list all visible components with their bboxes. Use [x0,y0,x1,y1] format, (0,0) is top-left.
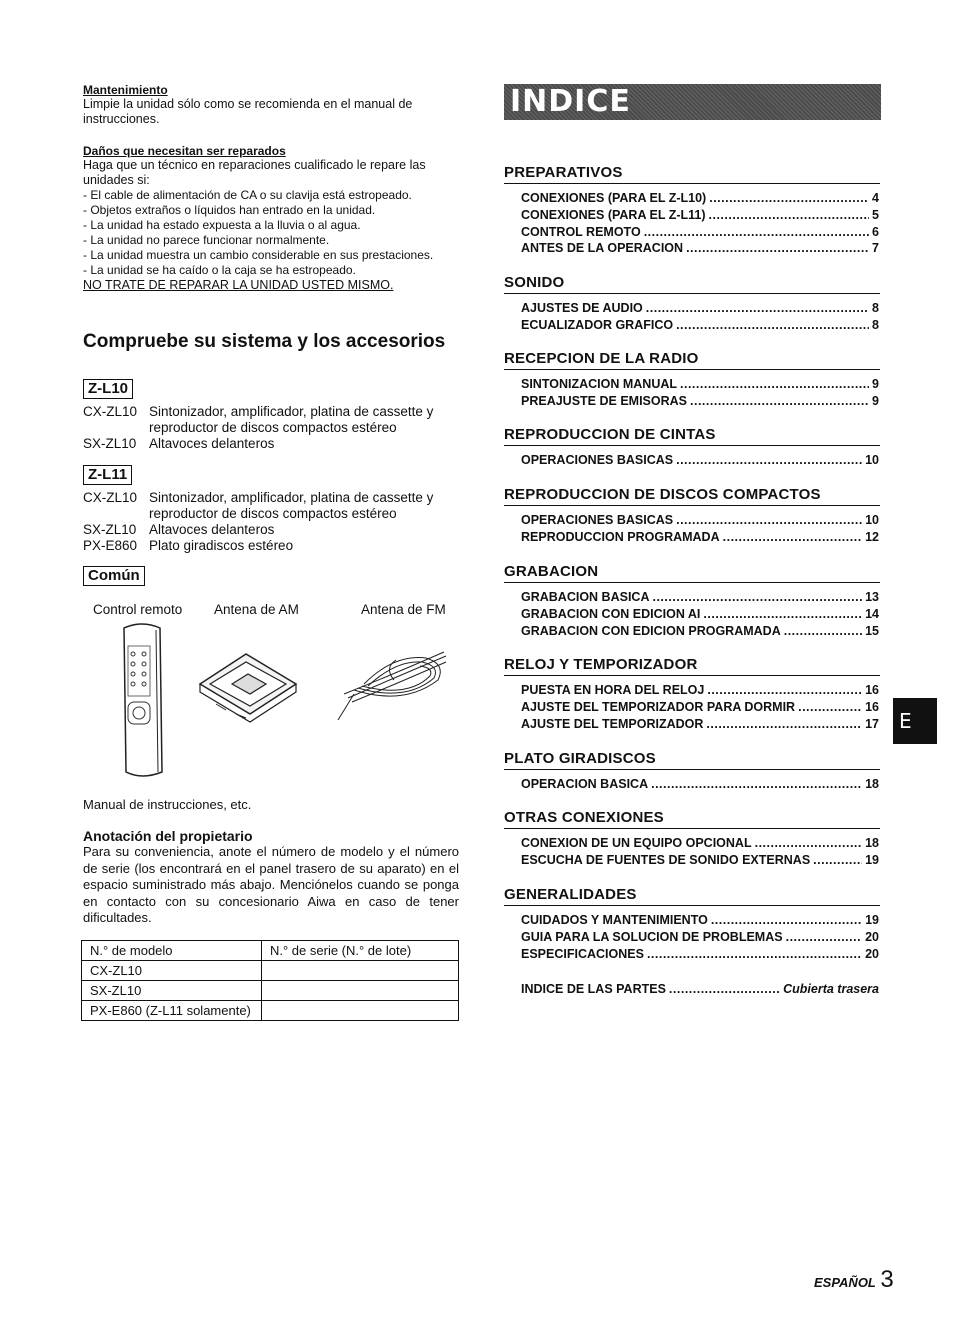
index-banner: INDICE [504,84,881,120]
toc-entry[interactable] [521,376,879,393]
part-code: SX-ZL10 [83,522,137,537]
toc-leader [676,317,869,334]
toc-section [504,426,880,469]
toc-entry-page: 7 [872,241,879,256]
toc-section-title: REPRODUCCION DE CINTAS [504,426,880,446]
toc-section [504,164,880,257]
toc-section-title: GRABACION [504,563,880,583]
toc-entry-text: ESPECIFICACIONES [521,946,644,961]
toc-entry-page: 9 [872,377,879,391]
toc-entry-text: CUIDADOS Y MANTENIMIENTO [521,913,708,927]
part-code: PX-E860 [83,538,138,553]
remote-label: Control remoto [93,602,183,617]
toc-entry-text: CONEXION DE UN EQUIPO OPCIONAL [521,836,752,850]
parts-index-entry [521,981,879,998]
list-item: - Objetos extraños o líquidos han entrado en la unidad. [83,203,460,218]
toc-entry-page: 16 [865,699,879,714]
part-code: SX-ZL10 [83,436,137,451]
toc-section [504,656,880,732]
toc-entry-page: 20 [865,929,879,944]
toc-entry-text: GRABACION BASICA [521,590,650,604]
toc-entry-page: 14 [865,606,879,621]
toc-entry-page: 18 [865,777,879,791]
toc-section [504,809,880,869]
toc-entry[interactable] [521,852,879,869]
toc-entry-page: 16 [865,683,879,697]
toc-entry[interactable] [521,929,879,946]
toc-section [504,486,880,546]
repair-block [83,144,460,293]
toc-entry-text: OPERACIONES BASICAS [521,513,674,527]
toc-section [504,274,880,334]
toc-entry[interactable] [521,240,879,257]
fm-antenna-label: Antena de FM [361,602,446,617]
toc-section [504,750,880,793]
list-item: - La unidad se ha caído o la caja se ha estropeado. [83,263,460,278]
toc-entry-page: 13 [865,590,879,604]
table-cell: SX-ZL10 [82,981,262,1001]
serial-entry-cell [262,961,459,981]
toc-leader [651,776,862,793]
toc-section [504,563,880,639]
toc-entry-text: OPERACIONES BASICAS [521,453,674,467]
toc-leader [680,376,869,393]
toc-leader [711,912,862,929]
toc-entry-text: SINTONIZACION MANUAL [521,377,678,391]
toc-leader [706,716,862,733]
toc-entry[interactable] [521,224,879,241]
toc-leader [676,452,862,469]
toc-entry-page: 10 [865,513,879,527]
toc-entry[interactable] [521,835,879,852]
toc-leader [786,929,863,946]
part-desc: Sintonizador, amplificador, platina de cassette y reproductor de discos compactos estéreo [149,404,434,435]
maintenance-block [83,83,460,127]
common-tag: Común [83,566,145,586]
part-desc: Sintonizador, amplificador, platina de cassette y reproductor de discos compactos estéreo [149,490,434,521]
list-item: - El cable de alimentación de CA o su clavija está estropeado. [83,188,460,203]
part-row [83,522,460,538]
toc-leader [798,699,862,716]
list-item: - La unidad ha estado expuesta a la lluvia o al agua. [83,218,460,233]
toc-entry-page: 5 [872,207,879,222]
table-header: N.° de modelo [82,941,262,961]
toc-section [504,886,880,962]
toc-entry-text: ECUALIZADOR GRAFICO [521,317,674,332]
toc-leader [669,981,780,998]
page-number: 3 [880,1266,894,1293]
toc-section-title: PREPARATIVOS [504,164,880,184]
table-row [82,1001,459,1021]
toc-entry[interactable] [521,452,879,469]
toc-section-title: RELOJ Y TEMPORIZADOR [504,656,880,676]
toc-leader [646,300,869,317]
zl10-block [83,379,460,452]
toc-entry[interactable] [521,300,879,317]
common-block [83,566,145,586]
toc-entry-page: 19 [865,913,879,927]
toc-entry-text: AJUSTES DE AUDIO [521,301,643,315]
repair-intro: Haga que un técnico en reparaciones cualificado le repare las unidades si: [83,158,426,187]
toc-leader [644,224,869,241]
toc-section-title: RECEPCION DE LA RADIO [504,350,880,370]
toc-entry-page: 8 [872,317,879,332]
toc-section-title: REPRODUCCION DE DISCOS COMPACTOS [504,486,880,506]
owner-block [83,828,459,927]
part-code: CX-ZL10 [83,404,138,419]
table-cell: PX-E860 (Z-L11 solamente) [82,1001,262,1021]
toc-entry-page: 20 [865,946,879,961]
maintenance-heading: Mantenimiento [83,83,168,97]
toc-entry-text: INDICE DE LAS PARTES [521,982,666,996]
part-code: CX-ZL10 [83,490,138,505]
toc-entry-text: PREAJUSTE DE EMISORAS [521,393,688,408]
part-desc: Altavoces delanteros [149,436,275,451]
toc-entry-text: GUIA PARA LA SOLUCION DE PROBLEMAS [521,929,783,944]
toc-entry[interactable] [521,912,879,929]
toc-leader [707,682,862,699]
toc-leader [784,623,862,640]
toc-entry-page: 18 [865,836,879,850]
toc-entry-text: CONEXIONES (PARA EL Z-L10) [521,191,707,205]
page-footer [814,1266,894,1294]
toc-leader [709,207,870,224]
common-note: Manual de instrucciones, etc. [83,797,252,812]
toc-entry[interactable] [521,699,879,716]
zl10-tag: Z-L10 [83,379,133,399]
serial-table [81,940,459,1021]
table-cell: CX-ZL10 [82,961,262,981]
table-row [82,941,459,961]
part-desc: Plato giradiscos estéreo [149,538,294,553]
toc-leader [709,190,869,207]
toc-section [504,350,880,410]
zl11-block [83,465,460,554]
part-row [83,436,460,452]
toc-entry[interactable] [521,623,879,640]
toc-entry-text: CONEXIONES (PARA EL Z-L11) [521,207,706,222]
list-item: - La unidad muestra un cambio considerable en sus prestaciones. [83,248,460,263]
am-antenna-label: Antena de AM [214,602,299,617]
toc-entry[interactable] [521,393,879,410]
maintenance-text: Limpie la unidad sólo como se recomienda en el manual de instrucciones. [83,97,413,126]
toc-entry-text: AJUSTE DEL TEMPORIZADOR PARA DORMIR [521,699,796,714]
table-header: N.° de serie (N.° de lote) [262,941,459,961]
repair-list [83,188,460,278]
table-row [82,961,459,981]
toc-entry-page: 6 [872,224,879,239]
toc-entry-text: GRABACION CON EDICION PROGRAMADA [521,623,781,638]
toc-entry-text: GRABACION CON EDICION AI [521,606,701,621]
toc-leader [813,852,862,869]
toc-entry-page: 12 [865,529,879,544]
toc-leader [690,393,869,410]
language-tab: E [893,698,937,744]
toc-entry-text: CONTROL REMOTO [521,224,641,239]
footer-language: ESPAÑOL [814,1275,876,1290]
toc-entry-text: ESCUCHA DE FUENTES DE SONIDO EXTERNAS [521,852,811,867]
toc-entry-text: ANTES DE LA OPERACION [521,241,684,256]
am-antenna-icon [196,648,300,724]
table-row [82,981,459,1001]
toc-entry[interactable] [521,716,879,733]
toc-leader [676,512,862,529]
fm-antenna-icon [334,644,450,722]
part-row [83,538,460,554]
toc-entry-page: 15 [865,623,879,638]
repair-warning: NO TRATE DE REPARAR LA UNIDAD USTED MISMO. [83,278,394,292]
part-row [83,404,460,436]
toc-entry-text: REPRODUCCION PROGRAMADA [521,529,720,544]
serial-entry-cell [262,1001,459,1021]
part-row [83,490,460,522]
serial-entry-cell [262,981,459,1001]
toc-entry[interactable] [521,776,879,793]
toc-leader [652,589,862,606]
toc-entry-page: Cubierta trasera [783,982,879,996]
toc-entry-page: 9 [872,393,879,408]
toc-entry-page: 10 [865,453,879,467]
toc-entry-page: 4 [872,191,879,205]
toc-section-title: OTRAS CONEXIONES [504,809,880,829]
toc-entry-text: PUESTA EN HORA DEL RELOJ [521,683,705,697]
toc-entry-text: OPERACION BASICA [521,777,649,791]
accessories-heading: Compruebe su sistema y los accesorios [83,331,446,352]
remote-control-icon [118,622,168,780]
toc-entry[interactable] [521,512,879,529]
toc-entry[interactable] [521,682,879,699]
toc-entry-page: 19 [865,852,879,867]
toc-entry[interactable] [521,207,879,224]
list-item: - La unidad no parece funcionar normalmente. [83,233,460,248]
toc-entry-page: 17 [865,716,879,731]
toc-entry[interactable] [521,317,879,334]
toc-leader [647,946,862,963]
toc-section-title: SONIDO [504,274,880,294]
toc-section-title: PLATO GIRADISCOS [504,750,880,770]
toc-leader [755,835,863,852]
toc-entry-text: AJUSTE DEL TEMPORIZADOR [521,716,704,731]
toc-entry-page: 8 [872,301,879,315]
owner-text: Para su conveniencia, anote el número de modelo y el número de serie (los encontrará en el panel trasero de su aparato) en el espacio suministrado más abajo. Menciónelos cuando se ponga en contacto con su concesionario Aiwa en caso de tener dificultades. [83,844,459,926]
repair-heading: Daños que necesitan ser reparados [83,144,286,158]
toc-entry[interactable] [521,190,879,207]
toc-leader [686,240,869,257]
toc-leader [703,606,862,623]
toc-section-title: GENERALIDADES [504,886,880,906]
toc-entry[interactable] [521,589,879,606]
owner-heading: Anotación del propietario [83,828,253,844]
toc-entry[interactable] [521,946,879,963]
toc-entry[interactable] [521,606,879,623]
toc-leader [723,529,862,546]
zl11-tag: Z-L11 [83,465,132,485]
toc-entry[interactable] [521,529,879,546]
part-desc: Altavoces delanteros [149,522,275,537]
